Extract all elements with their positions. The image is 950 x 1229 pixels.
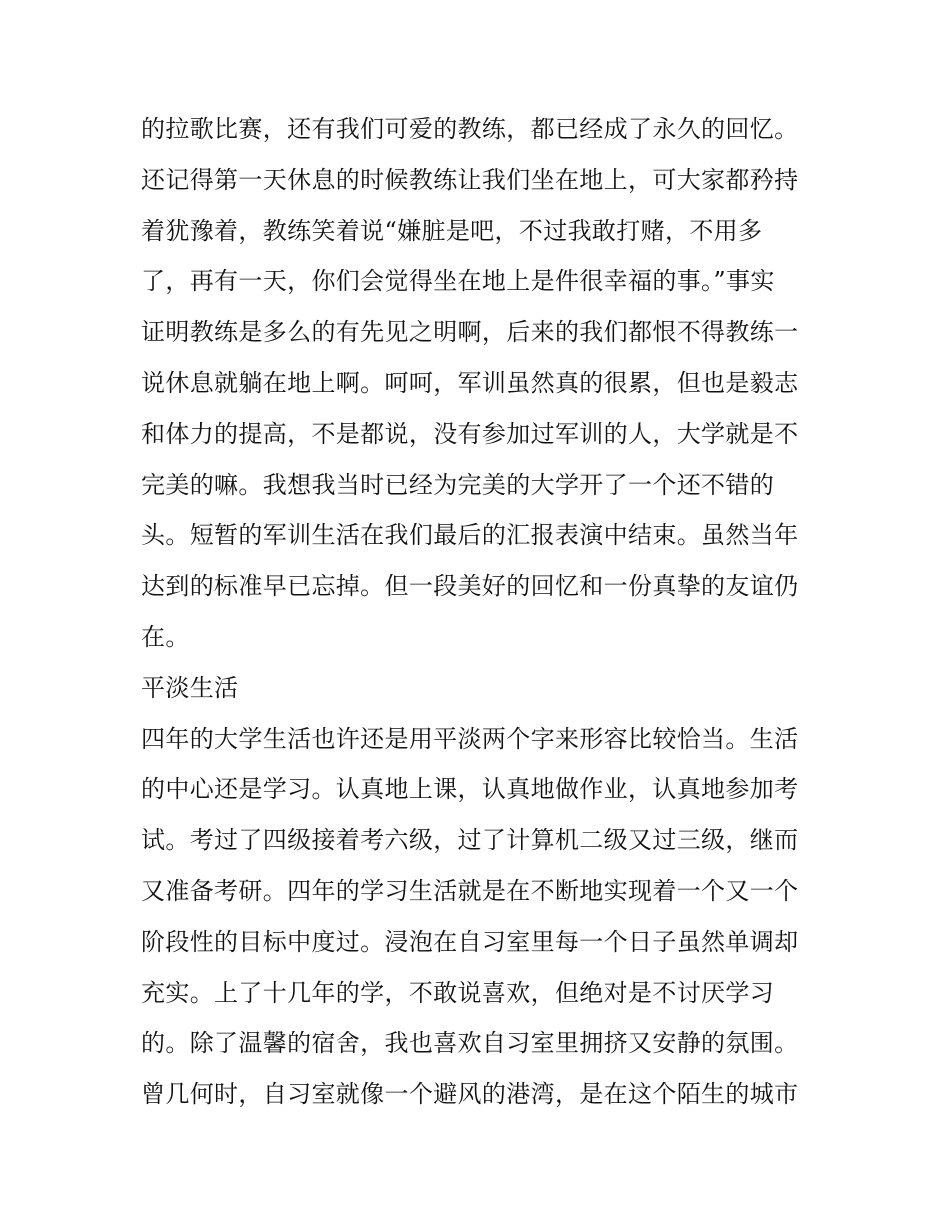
text-line-10: 达到的标准早已忘掉。但一段美好的回忆和一份真挚的友谊仍 (141, 572, 799, 601)
text-line-13: 四年的大学生活也许还是用平淡两个字来形容比较恰当。生活 (141, 724, 799, 753)
text-line-2: 还记得第一天休息的时候教练让我们坐在地上，可大家都矜持 (141, 165, 799, 194)
text-line-16: 又准备考研。四年的学习生活就是在不断地实现着一个又一个 (141, 876, 799, 905)
text-line-4: 了，再有一天，你们会觉得坐在地上是件很幸福的事。”事实 (141, 267, 775, 296)
text-line-8: 完美的嘛。我想我当时已经为完美的大学开了一个还不错的 (141, 470, 775, 499)
text-line-15: 试。考过了四级接着考六级，过了计算机二级又过三级，继而 (141, 826, 799, 855)
text-line-20: 曾几何时，自习室就像一个避风的港湾，是在这个陌生的城市 (141, 1080, 799, 1109)
text-line-6: 说休息就躺在地上啊。呵呵，军训虽然真的很累，但也是毅志 (141, 368, 799, 397)
text-line-18: 充实。上了十几年的学，不敢说喜欢，但绝对是不讨厌学习 (141, 978, 775, 1007)
text-line-14: 的中心还是学习。认真地上课，认真地做作业，认真地参加考 (141, 775, 799, 804)
text-line-5: 证明教练是多么的有先见之明啊，后来的我们都恨不得教练一 (141, 318, 799, 347)
text-line-11: 在。 (141, 622, 190, 651)
text-line-7: 和体力的提高，不是都说，没有参加过军训的人，大学就是不 (141, 419, 799, 448)
text-line-3: 着犹豫着，教练笑着说“嫌脏是吧，不过我敢打赌，不用多 (141, 216, 763, 245)
text-line-19: 的。除了温馨的宿舍，我也喜欢自习室里拥挤又安静的氛围。 (141, 1029, 799, 1058)
section-heading: 平淡生活 (141, 673, 239, 702)
text-line-17: 阶段性的目标中度过。浸泡在自习室里每一个日子虽然单调却 (141, 927, 799, 956)
text-line-9: 头。短暂的军训生活在我们最后的汇报表演中结束。虽然当年 (141, 521, 799, 550)
text-line-1: 的拉歌比赛，还有我们可爱的教练，都已经成了永久的回忆。 (141, 115, 799, 143)
document-body (141, 104, 821, 1120)
